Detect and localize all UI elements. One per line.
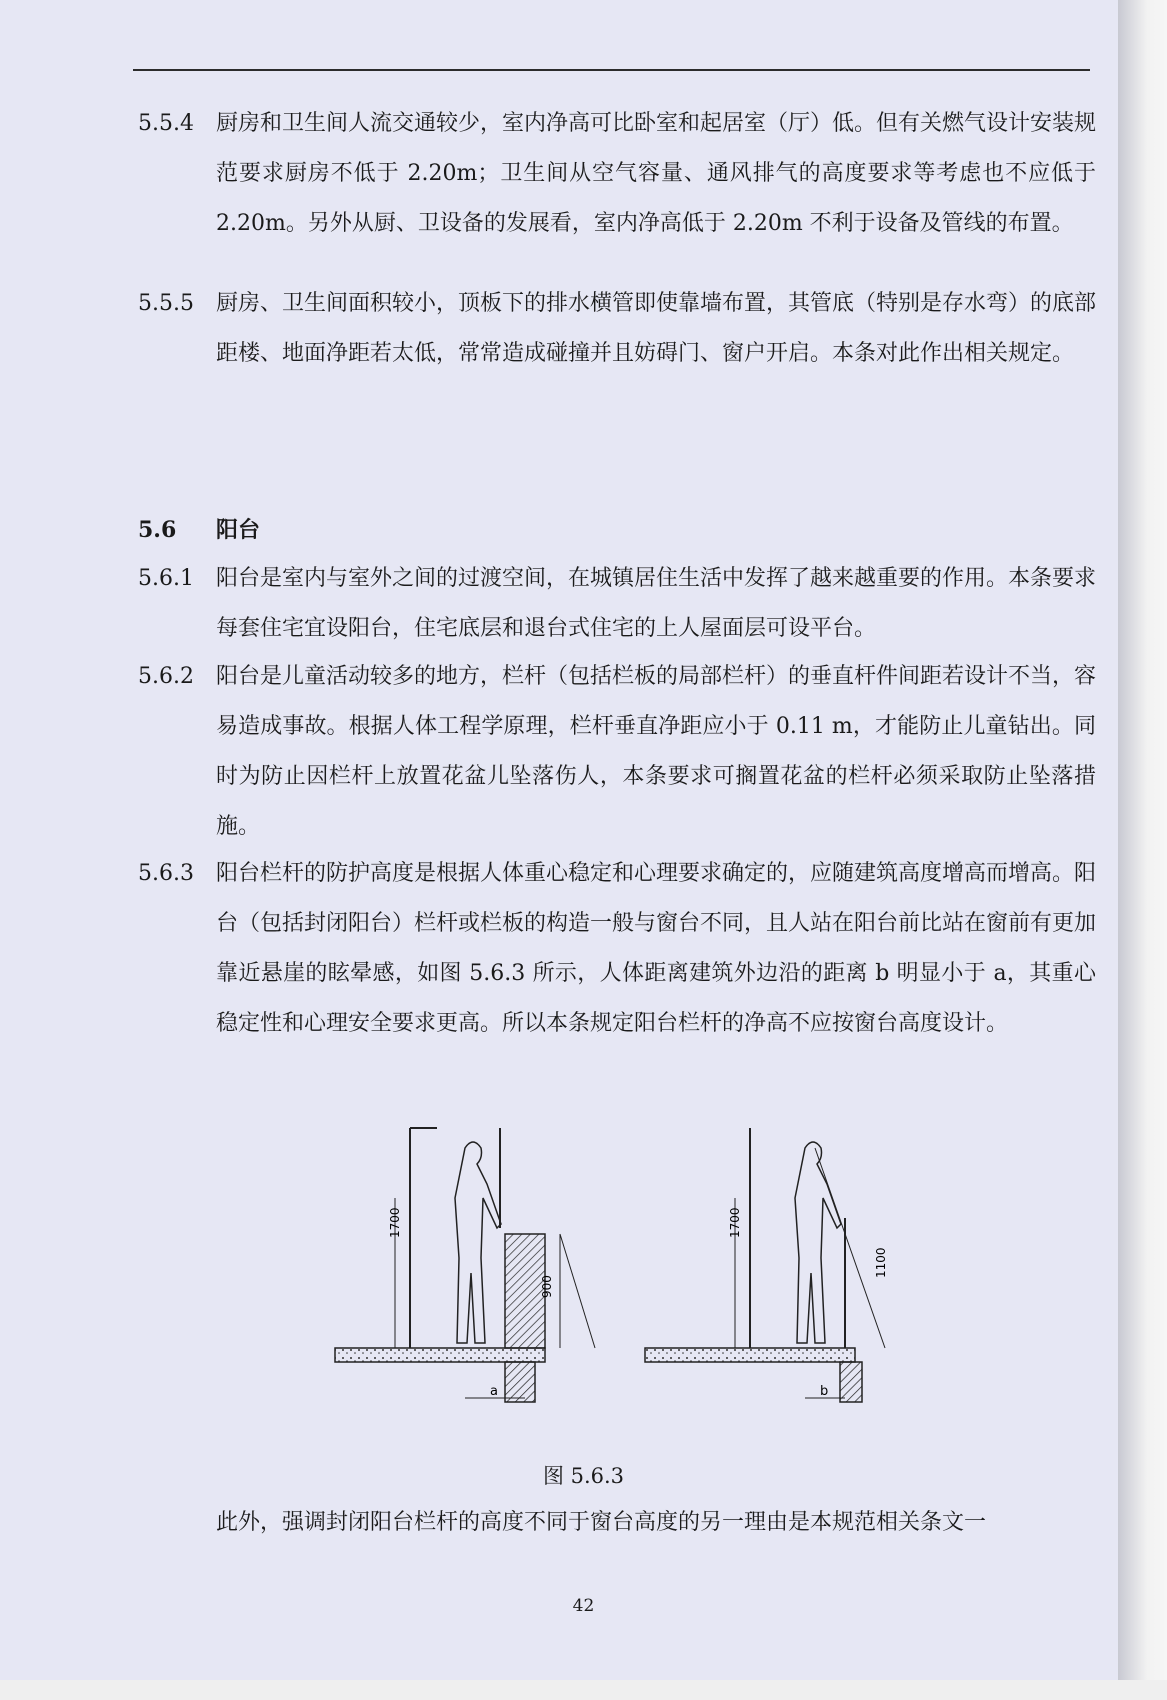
figure-caption: 图 5.6.3 [542,1464,625,1488]
dimension-1700-label: 1700 [388,1207,402,1238]
clause-text: 阳台栏杆的防护高度是根据人体重心稳定和心理要求确定的，应随建筑高度增高而增高。阳台（包括封闭阳台）栏杆或栏板的构造一般与窗台不同，且人站在阳台前比站在窗前有更加靠近悬崖的眩晕感，如图 5.6.3 所示，人体距离建筑外边沿的距离 b 明显小于 a，其重心稳定性和心理安全要求更高。所以本条规定阳台栏杆的净高不应按窗台高度设计。 [216,861,1097,1036]
label-a: a [490,1384,498,1399]
balcony-railing-figure [325,1108,1125,1408]
clause-number: 5.6.1 [138,566,194,591]
dimension-1100-label: 1100 [874,1247,888,1278]
page-number: 42 [572,1596,595,1616]
clause-number: 5.6.2 [138,664,194,689]
person-figure [455,1142,501,1343]
sight-line [560,1234,595,1348]
section-number: 5.6 [138,517,177,543]
clause-5-6-3 [138,849,1098,1049]
clause-number: 5.5.4 [138,111,194,136]
floor-slab [335,1348,545,1362]
clause-text: 阳台是室内与室外之间的过渡空间，在城镇居住生活中发挥了越来越重要的作用。本条要求每套住宅宜设阳台，住宅底层和退台式住宅的上人屋面层可设平台。 [216,566,1097,641]
scan-bottom-margin [0,1680,1167,1700]
balcony-railing-diagram [645,1128,888,1402]
header-rule [133,69,1090,71]
scan-edge [1118,0,1167,1700]
clause-text: 厨房和卫生间人流交通较少，室内净高可比卧室和起居室（厅）低。但有关燃气设计安装规范要求厨房不低于 2.20m；卫生间从空气容量、通风排气的高度要求等考虑也不应低于 2.20m。另外从厨、卫设备的发展看，室内净高低于 2.20m 不利于设备及管线的布置。 [216,111,1097,236]
window-sill-diagram [335,1128,595,1402]
clause-5-6-2 [138,652,1098,852]
clause-5-5-5 [138,279,1098,379]
slab-edge [840,1362,862,1402]
dimension-900-label: 900 [540,1275,554,1298]
floor-slab [645,1348,855,1362]
closing-paragraph: 此外，强调封闭阳台栏杆的高度不同于窗台高度的另一理由是本规范相关条文一 [216,1510,987,1535]
section-heading [138,505,260,555]
clause-text: 阳台是儿童活动较多的地方，栏杆（包括栏板的局部栏杆）的垂直杆件间距若设计不当，容易造成事故。根据人体工程学原理，栏杆垂直净距应小于 0.11 m，才能防止儿童钻出。同时为防止因栏杆上放置花盆儿坠落伤人，本条要求可搁置花盆的栏杆必须采取防止坠落措施。 [216,664,1097,839]
clause-5-5-4 [138,99,1098,249]
clause-number: 5.5.5 [138,291,194,316]
label-b: b [820,1384,829,1399]
clause-text: 厨房、卫生间面积较小，顶板下的排水横管即使靠墙布置，其管底（特别是存水弯）的底部距楼、地面净距若太低，常常造成碰撞并且妨碍门、窗户开启。本条对此作出相关规定。 [216,291,1097,366]
wall-below [505,1362,535,1402]
dimension-1700-label: 1700 [728,1207,742,1238]
clause-5-6-1 [138,554,1098,654]
window-sill [505,1234,545,1348]
person-figure [795,1142,841,1343]
section-title: 阳台 [216,517,261,543]
clause-number: 5.6.3 [138,861,194,886]
